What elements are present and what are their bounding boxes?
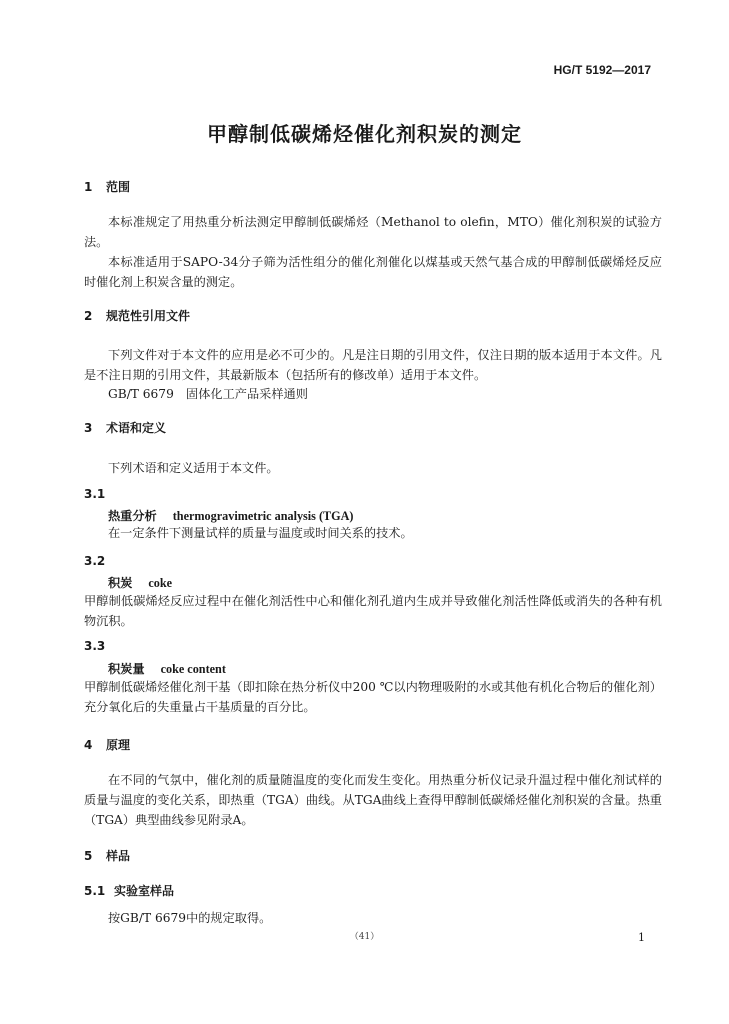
document-title: 甲醇制低碳烯烃催化剂积炭的测定: [207, 122, 522, 146]
section-3-intro: 下列术语和定义适用于本文件。: [108, 461, 279, 475]
section-5-1-heading: [84, 882, 174, 899]
term-3-3-title: [108, 660, 226, 677]
term-3-1-number: 3.1: [84, 487, 106, 501]
term-3-1-title: [108, 507, 354, 524]
term-cn: 积炭: [108, 576, 133, 590]
section-number: 1: [84, 180, 93, 194]
normative-reference: GB/T 6679 固体化工产品采样通则: [108, 387, 308, 401]
term-3-3-number: 3.3: [84, 639, 106, 653]
section-2-paragraph-1: 下列文件对于本文件的应用是必不可少的。凡是注日期的引用文件，仅注日期的版本适用于本文件。凡是不注日期的引用文件，其最新版本（包括所有的修改单）适用于本文件。: [84, 348, 662, 382]
term-cn: 热重分析: [108, 509, 157, 523]
section-3-heading: [84, 419, 166, 436]
term-cn: 积炭量: [108, 662, 145, 676]
term-3-2-definition: 甲醇制低碳烯烃反应过程中在催化剂活性中心和催化剂孔道内生成并导致催化剂活性降低或消失的各种有机物沉积。: [84, 594, 662, 628]
standard-number: HG/T 5192—2017: [553, 63, 651, 77]
section-4-heading: [84, 736, 130, 753]
section-title: 原理: [106, 738, 131, 752]
term-3-2-title: [108, 574, 172, 591]
section-title: 规范性引用文件: [106, 309, 191, 323]
term-3-2-number: 3.2: [84, 554, 106, 568]
section-1-paragraph-2: 本标准适用于SAPO-34分子筛为活性组分的催化剂催化以煤基或天然气基合成的甲醇制低碳烯烃反应时催化剂上积炭含量的测定。: [84, 255, 662, 289]
term-en: coke: [148, 576, 173, 590]
section-number: 2: [84, 309, 93, 323]
section-5-heading: [84, 847, 130, 864]
term-en: coke content: [160, 662, 226, 676]
section-title: 范围: [106, 180, 131, 194]
section-number: 5.1: [84, 884, 106, 898]
section-1-heading: [84, 178, 130, 195]
term-3-1-definition: 在一定条件下测量试样的质量与温度或时间关系的技术。: [108, 526, 413, 540]
term-en: thermogravimetric analysis (TGA): [172, 509, 354, 523]
section-1-paragraph-1: 本标准规定了用热重分析法测定甲醇制低碳烯烃（Methanol to olefin，MTO）催化剂积炭的试验方法。: [84, 215, 662, 249]
section-title: 样品: [106, 849, 131, 863]
page-number: 1: [638, 931, 645, 944]
term-3-3-definition: 甲醇制低碳烯烃催化剂干基（即扣除在热分析仪中200 ℃以内物理吸附的水或其他有机化合物后的催化剂）充分氧化后的失重量占干基质量的百分比。: [84, 680, 662, 714]
section-4-paragraph-1: 在不同的气氛中，催化剂的质量随温度的变化而发生变化。用热重分析仪记录升温过程中催化剂试样的质量与温度的变化关系，即热重（TGA）曲线。从TGA曲线上查得甲醇制低碳烯烃催化剂积炭的含量。热重（TGA）典型曲线参见附录A。: [84, 773, 662, 827]
section-number: 5: [84, 849, 93, 863]
section-title: 实验室样品: [114, 884, 175, 898]
section-2-heading: [84, 307, 190, 324]
section-5-1-paragraph: 按GB/T 6679中的规定取得。: [108, 911, 272, 925]
section-title: 术语和定义: [106, 421, 167, 435]
print-page-marker: （41）: [349, 932, 380, 942]
section-number: 3: [84, 421, 93, 435]
section-number: 4: [84, 738, 93, 752]
